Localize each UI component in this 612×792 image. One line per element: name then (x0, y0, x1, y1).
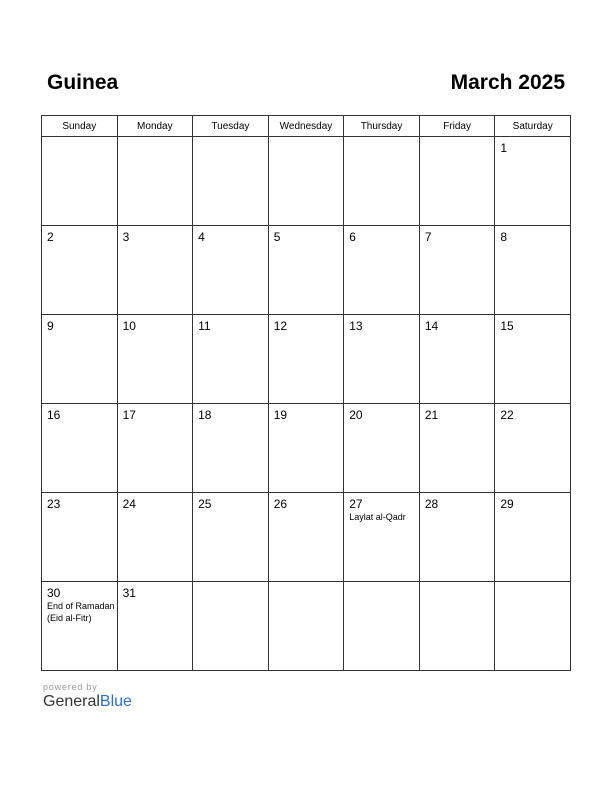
day-number: 9 (47, 319, 54, 333)
weekday-thursday: Thursday (344, 116, 420, 137)
country-title: Guinea (47, 71, 119, 94)
day-cell (268, 226, 344, 315)
day-number: 23 (47, 497, 61, 511)
day-cell (42, 582, 118, 671)
day-number: 26 (273, 497, 288, 511)
holiday-label: End of Ramadan (Eid al-Fitr) (47, 601, 115, 623)
day-cell (42, 493, 118, 582)
week-row (42, 404, 571, 493)
weekday-saturday: Saturday (495, 116, 571, 137)
day-number: 13 (349, 319, 363, 333)
day-cell (419, 493, 495, 582)
day-number: 19 (273, 408, 288, 422)
day-cell (419, 315, 495, 404)
day-cell (42, 315, 118, 404)
holiday-label: Laylat al-Qadr (349, 512, 406, 522)
week-row (42, 137, 571, 226)
day-number: 4 (198, 230, 205, 244)
day-cell (268, 315, 344, 404)
day-number: 3 (122, 230, 130, 244)
day-number: 2 (47, 230, 54, 244)
day-cell (117, 404, 193, 493)
week-row (42, 493, 571, 582)
day-number: 15 (500, 319, 514, 333)
day-number: 17 (122, 408, 136, 422)
weekday-header-row (42, 116, 571, 137)
day-cell (344, 226, 420, 315)
day-cell (268, 137, 344, 226)
weekday-monday: Monday (117, 116, 193, 137)
week-row (42, 226, 571, 315)
day-number: 31 (122, 586, 136, 600)
weekday-tuesday: Tuesday (193, 116, 269, 137)
calendar-grid (41, 115, 571, 671)
day-cell (117, 315, 193, 404)
day-cell (193, 315, 269, 404)
day-cell (193, 404, 269, 493)
day-cell (419, 582, 495, 671)
day-cell (117, 493, 193, 582)
day-number: 18 (198, 408, 212, 422)
day-cell (495, 226, 571, 315)
powered-by-text: powered by (43, 682, 98, 692)
day-number: 10 (122, 319, 136, 333)
day-cell (42, 404, 118, 493)
calendar-body (42, 137, 571, 671)
day-cell (344, 493, 420, 582)
day-cell (193, 493, 269, 582)
day-number: 28 (424, 497, 439, 511)
day-cell (42, 137, 118, 226)
day-cell (495, 404, 571, 493)
day-cell (344, 404, 420, 493)
day-cell (495, 137, 571, 226)
weekday-friday: Friday (419, 116, 495, 137)
day-cell (268, 582, 344, 671)
day-number: 20 (349, 408, 363, 422)
brand-blue: Blue (99, 693, 132, 710)
day-number: 5 (273, 230, 281, 244)
day-cell (117, 137, 193, 226)
day-cell (42, 226, 118, 315)
footer-branding (43, 682, 132, 711)
generalblue-logo (43, 693, 132, 711)
day-number: 8 (500, 230, 508, 244)
week-row (42, 315, 571, 404)
day-cell (193, 137, 269, 226)
day-cell (419, 226, 495, 315)
day-number: 25 (198, 497, 212, 511)
day-number: 12 (273, 319, 288, 333)
weekday-sunday: Sunday (42, 116, 118, 137)
day-number: 1 (500, 141, 508, 155)
day-cell (344, 137, 420, 226)
day-number: 14 (424, 319, 439, 333)
day-cell (268, 404, 344, 493)
day-cell (344, 582, 420, 671)
day-cell (117, 582, 193, 671)
day-number: 24 (122, 497, 136, 511)
day-cell (117, 226, 193, 315)
day-cell (495, 582, 571, 671)
day-cell (495, 493, 571, 582)
day-number: 21 (424, 408, 439, 422)
month-year-title: March 2025 (450, 71, 565, 94)
day-cell (419, 137, 495, 226)
day-number: 29 (500, 497, 514, 511)
day-cell (193, 582, 269, 671)
day-number: 22 (500, 408, 514, 422)
day-number: 7 (424, 230, 432, 244)
day-number: 16 (47, 408, 61, 422)
day-cell (268, 493, 344, 582)
day-number: 27 (349, 497, 363, 511)
weekday-wednesday: Wednesday (268, 116, 344, 137)
day-cell (193, 226, 269, 315)
day-number: 30 (47, 586, 61, 600)
week-row (42, 582, 571, 671)
day-number: 11 (198, 319, 211, 333)
day-number: 6 (349, 230, 356, 244)
day-cell (344, 315, 420, 404)
day-cell (495, 315, 571, 404)
day-cell (419, 404, 495, 493)
brand-general: General (43, 693, 100, 710)
